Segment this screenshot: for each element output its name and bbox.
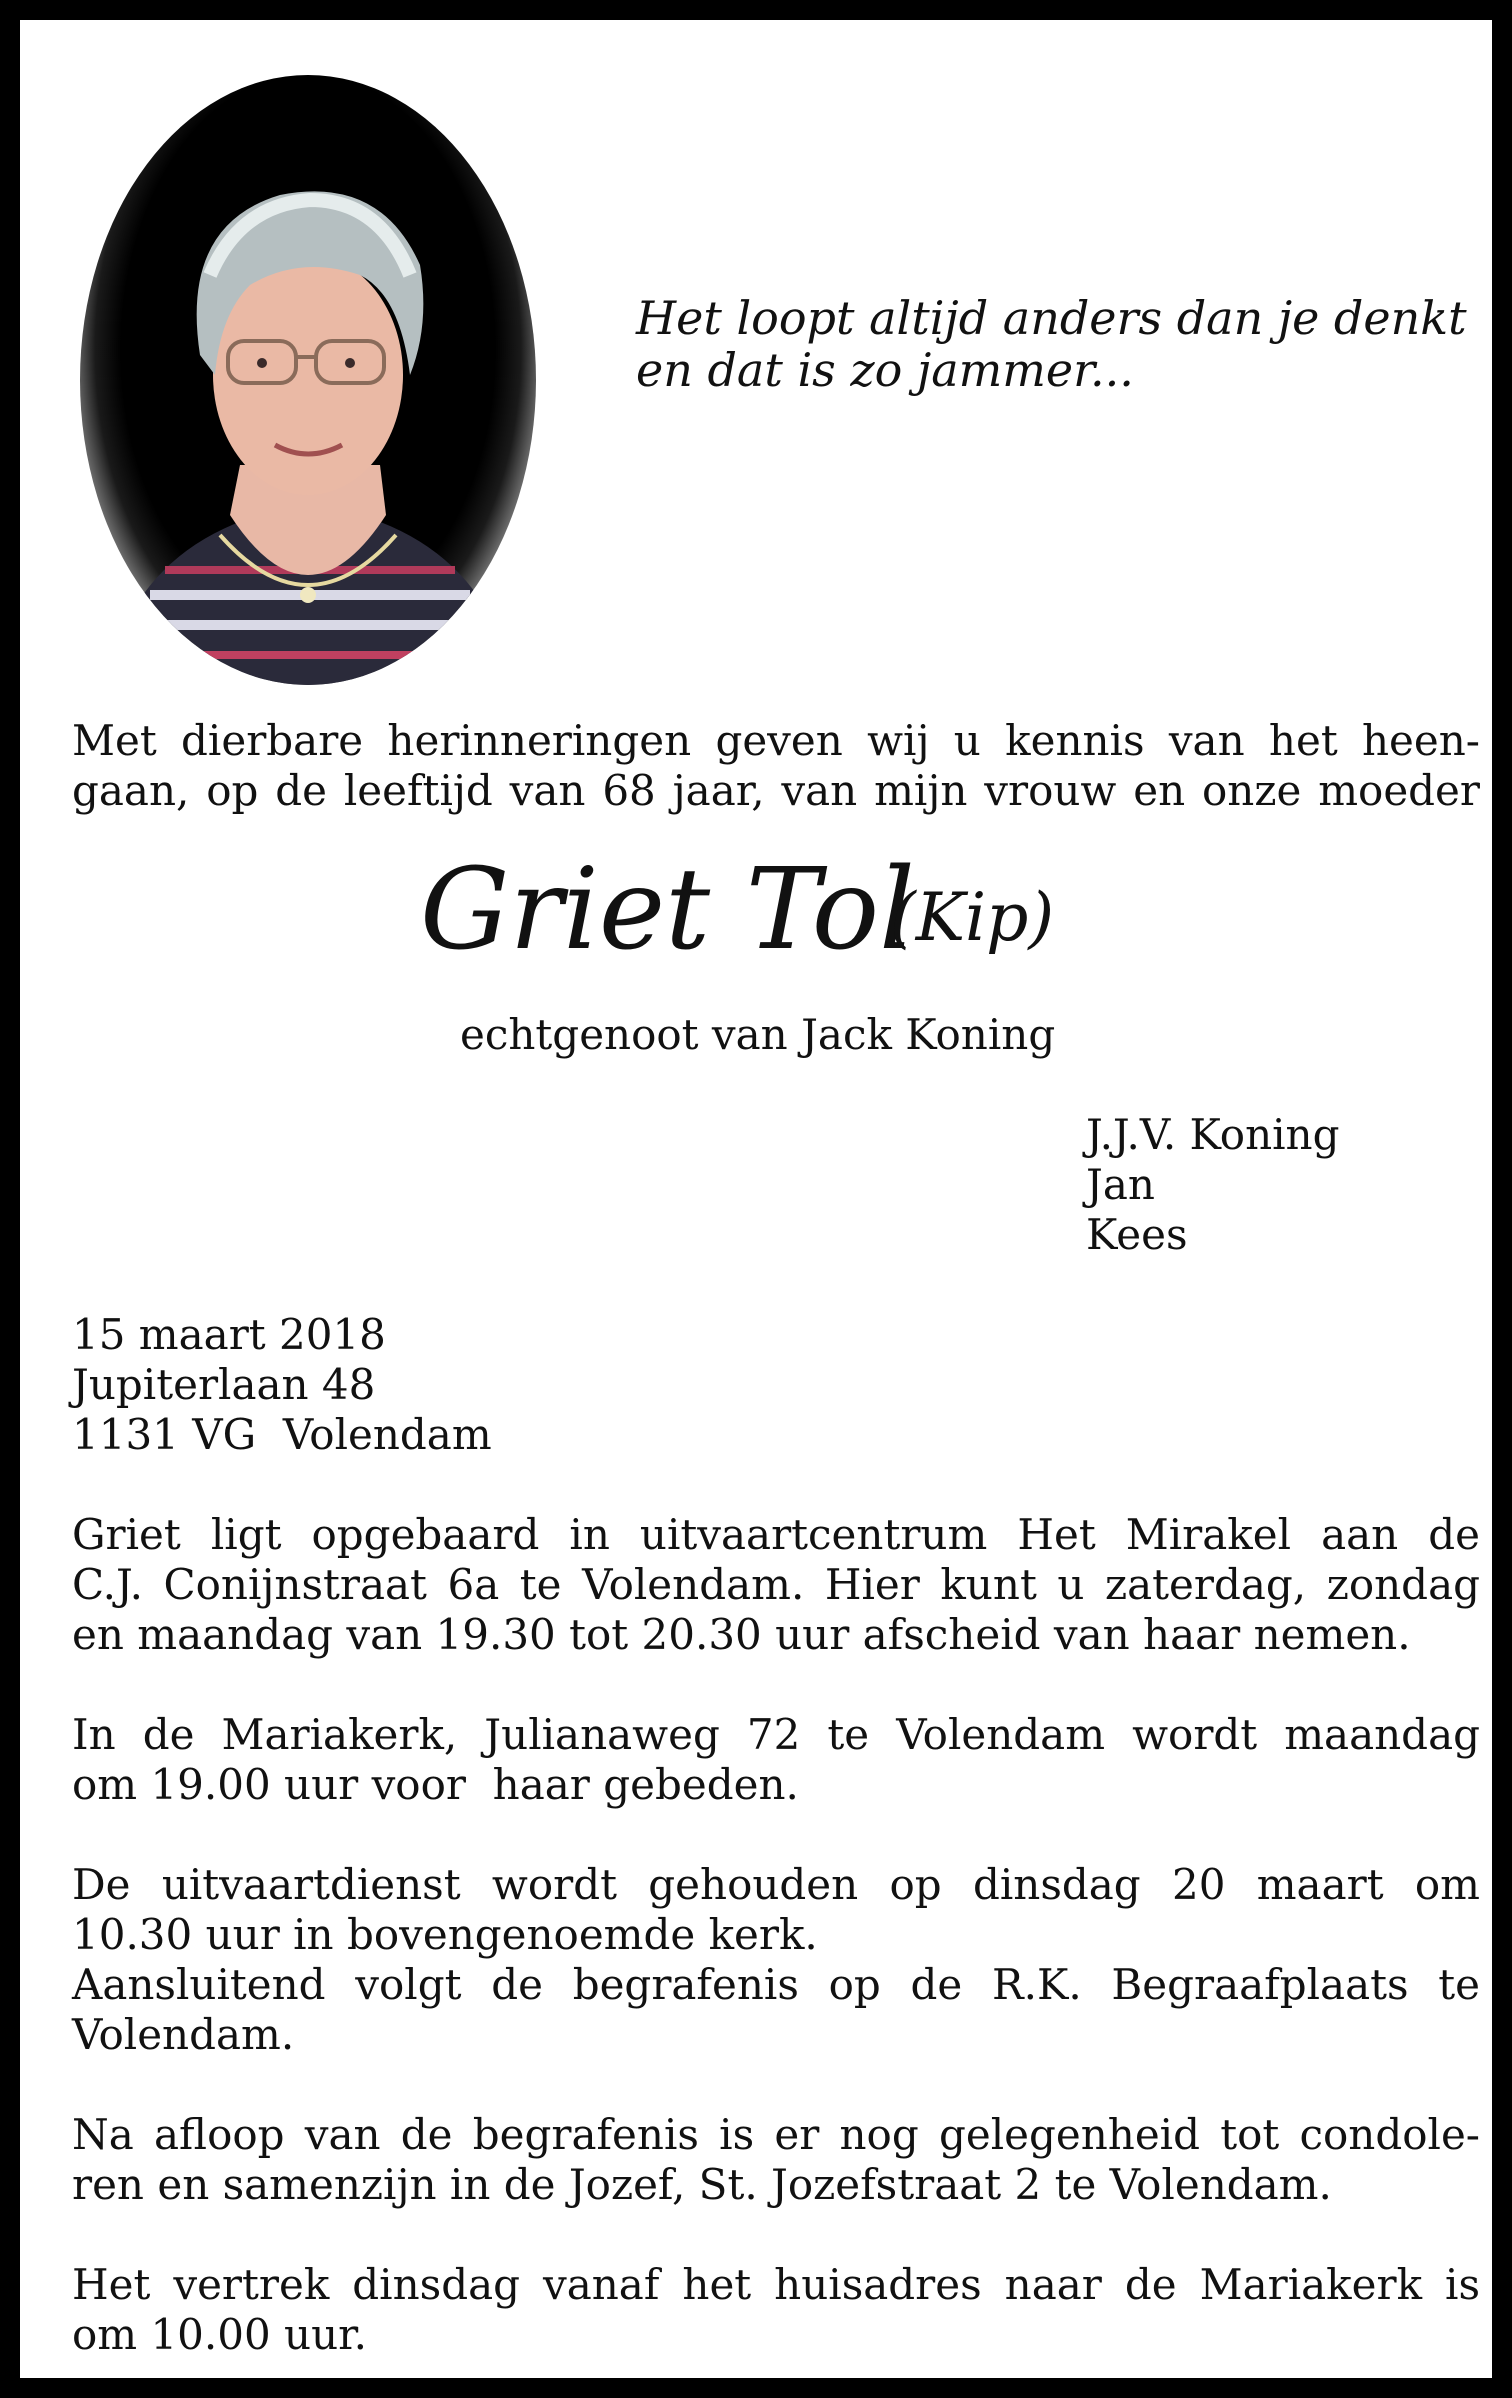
service-paragraph (72, 1860, 1480, 2060)
quote-line-1: Het loopt altijd anders dan je denkt (636, 291, 1467, 345)
child-name: Kees (1086, 1210, 1188, 1259)
date: 15 maart 2018 (72, 1310, 386, 1359)
opening-quote (636, 292, 1496, 396)
condolence-paragraph (72, 2110, 1480, 2210)
children-list (1086, 1110, 1340, 1260)
prayer-line-2: om 19.00 uur voor haar gebeden. (72, 1760, 799, 1809)
intro-line-1: Met dierbare herinneringen geven wij u kennis van het heen- (72, 716, 1480, 765)
quote-line-2: en dat is zo jammer... (636, 343, 1134, 397)
prayer-paragraph (72, 1710, 1480, 1810)
child-name: Jan (1086, 1160, 1155, 1209)
viewing-line-3: en maandag van 19.30 tot 20.30 uur afscheid van haar nemen. (72, 1610, 1411, 1659)
intro-paragraph (72, 716, 1480, 816)
departure-line-1: Het vertrek dinsdag vanaf het huisadres naar de Mariakerk is (72, 2260, 1480, 2309)
departure-paragraph (72, 2260, 1480, 2360)
portrait-photo (80, 75, 536, 685)
spouse-line: echtgenoot van Jack Koning (460, 1010, 1056, 1059)
viewing-line-2: C.J. Conijnstraat 6a te Volendam. Hier kunt u zaterdag, zondag (72, 1560, 1480, 1609)
condolence-line-1: Na afloop van de begrafenis is er nog gelegenheid tot condole- (72, 2110, 1480, 2159)
condolence-line-2: ren en samenzijn in de Jozef, St. Jozefstraat 2 te Volendam. (72, 2160, 1332, 2209)
deceased-name-script (410, 828, 1210, 1028)
deceased-nickname: (Kip) (890, 879, 1055, 956)
deceased-name: Griet Tol (420, 845, 915, 975)
service-line-4: Volendam. (72, 2010, 295, 2059)
prayer-line-1: In de Mariakerk, Julianaweg 72 te Volendam wordt maandag (72, 1710, 1480, 1759)
service-line-2: 10.30 uur in bovengenoemde kerk. (72, 1910, 818, 1959)
viewing-paragraph (72, 1510, 1480, 1660)
viewing-line-1: Griet ligt opgebaard in uitvaartcentrum Het Mirakel aan de (72, 1510, 1480, 1559)
departure-line-2: om 10.00 uur. (72, 2310, 367, 2359)
service-line-3: Aansluitend volgt de begrafenis op de R.K. Begraafplaats te (72, 1960, 1480, 2009)
service-line-1: De uitvaartdienst wordt gehouden op dinsdag 20 maart om (72, 1860, 1480, 1909)
address-block (72, 1310, 492, 1460)
street: Jupiterlaan 48 (72, 1360, 376, 1409)
intro-line-2: gaan, op de leeftijd van 68 jaar, van mijn vrouw en onze moeder (72, 766, 1480, 815)
city: 1131 VG Volendam (72, 1410, 492, 1459)
child-name: J.J.V. Koning (1086, 1110, 1340, 1159)
